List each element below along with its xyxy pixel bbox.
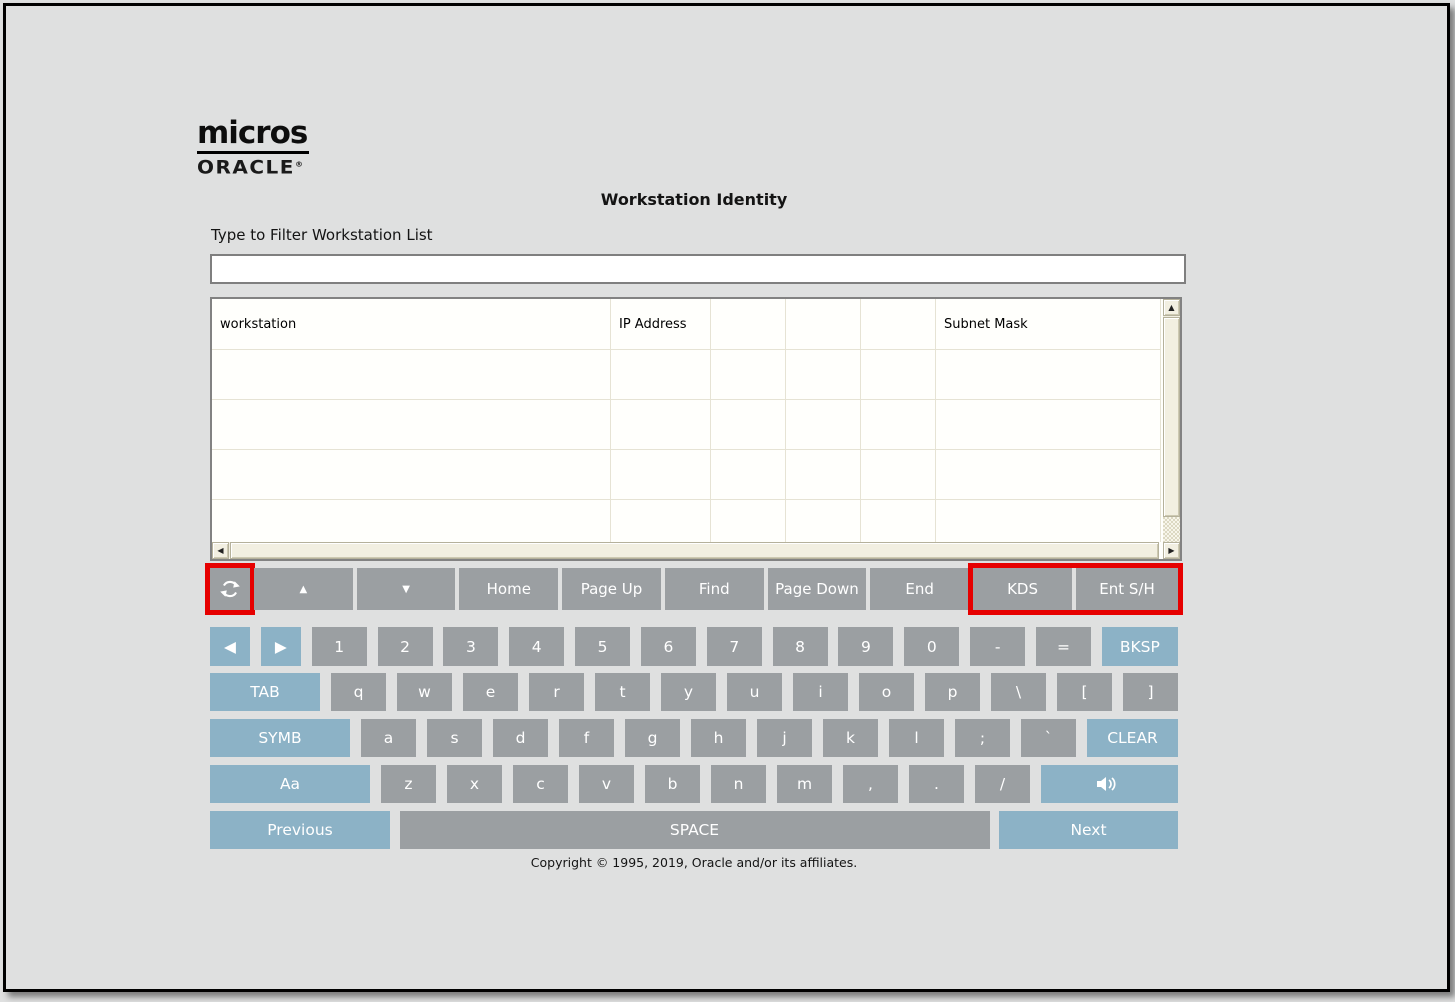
page-down-button[interactable]: Page Down [768, 568, 867, 610]
key-m[interactable]: m [777, 765, 832, 803]
table-cell[interactable] [786, 500, 861, 542]
key-0[interactable]: 0 [904, 627, 959, 666]
column-header-subnet-mask: Subnet Mask [936, 299, 1161, 349]
keyboard-row-2 [210, 673, 1178, 711]
key-6[interactable]: 6 [641, 627, 696, 666]
vertical-scrollbar[interactable] [1163, 299, 1180, 542]
filter-label: Type to Filter Workstation List [211, 226, 433, 244]
table-cell[interactable] [936, 350, 1161, 399]
ent-sh-button[interactable]: Ent S/H [1076, 568, 1178, 610]
table-cell[interactable] [212, 500, 611, 542]
workstation-table-grid[interactable] [212, 299, 1161, 542]
filter-input[interactable] [210, 254, 1186, 284]
page-up-button[interactable]: Page Up [562, 568, 661, 610]
key-backslash[interactable]: \ [991, 673, 1046, 711]
key-space[interactable]: SPACE [400, 811, 990, 849]
keyboard-row-5 [210, 811, 1178, 849]
key-equals[interactable]: = [1036, 627, 1091, 666]
refresh-button[interactable] [210, 568, 250, 610]
table-cell[interactable] [212, 400, 611, 449]
key-j[interactable]: j [757, 719, 812, 757]
table-cell[interactable] [936, 450, 1161, 499]
key-z[interactable]: z [381, 765, 436, 803]
key-speaker[interactable] [1041, 765, 1178, 803]
key-v[interactable]: v [579, 765, 634, 803]
table-cell[interactable] [861, 400, 936, 449]
micros-logo-text: micros [197, 116, 309, 154]
table-header-row [212, 299, 1161, 350]
table-cell[interactable] [611, 400, 711, 449]
key-c[interactable]: c [513, 765, 568, 803]
key-w[interactable]: w [397, 673, 452, 711]
key-h[interactable]: h [691, 719, 746, 757]
end-button[interactable]: End [870, 568, 969, 610]
key-b[interactable]: b [645, 765, 700, 803]
keyboard [210, 627, 1178, 857]
speaker-icon [1096, 775, 1123, 793]
table-cell[interactable] [212, 450, 611, 499]
copyright-text: Copyright © 1995, 2019, Oracle and/or its affiliates. [530, 855, 858, 870]
column-header-blank [786, 299, 861, 349]
previous-button[interactable]: Previous [210, 811, 390, 849]
table-cell[interactable] [786, 350, 861, 399]
refresh-icon [218, 577, 242, 601]
page-title: Workstation Identity [600, 190, 788, 209]
key-7[interactable]: 7 [707, 627, 762, 666]
table-cell[interactable] [786, 450, 861, 499]
table-cell[interactable] [936, 400, 1161, 449]
key-q[interactable]: q [331, 673, 386, 711]
key-x[interactable]: x [447, 765, 502, 803]
workstation-table [210, 297, 1182, 561]
key-9[interactable]: 9 [838, 627, 893, 666]
scroll-down-button[interactable]: ▼ [357, 568, 456, 610]
scrollbar-right-arrow-icon[interactable]: ▶ [1163, 542, 1180, 559]
key-backspace[interactable]: BKSP [1102, 627, 1178, 666]
key-caps[interactable]: Aa [210, 765, 370, 803]
key-a[interactable]: a [361, 719, 416, 757]
column-header-workstation: workstation [212, 299, 611, 349]
key-8[interactable]: 8 [773, 627, 828, 666]
table-cell[interactable] [711, 400, 786, 449]
table-row[interactable] [212, 350, 1161, 400]
key-1[interactable]: 1 [312, 627, 367, 666]
key-r[interactable]: r [529, 673, 584, 711]
scroll-up-button[interactable]: ▲ [254, 568, 353, 610]
key-l[interactable]: l [889, 719, 944, 757]
table-cell[interactable] [936, 500, 1161, 542]
table-row[interactable] [212, 400, 1161, 450]
key-comma[interactable]: , [843, 765, 898, 803]
table-cell[interactable] [861, 350, 936, 399]
key-e[interactable]: e [463, 673, 518, 711]
table-cell[interactable] [786, 400, 861, 449]
key-d[interactable]: d [493, 719, 548, 757]
horizontal-scrollbar-thumb[interactable] [230, 542, 1159, 559]
key-p[interactable]: p [925, 673, 980, 711]
refresh-highlight-box [205, 563, 255, 615]
key-backtick[interactable]: ` [1021, 719, 1076, 757]
table-cell[interactable] [711, 500, 786, 542]
table-cell[interactable] [861, 500, 936, 542]
key-4[interactable]: 4 [509, 627, 564, 666]
key-u[interactable]: u [727, 673, 782, 711]
vertical-scrollbar-thumb[interactable] [1163, 317, 1180, 517]
table-row[interactable] [212, 450, 1161, 500]
find-button[interactable]: Find [665, 568, 764, 610]
column-header-ip-address: IP Address [611, 299, 711, 349]
keyboard-row-1 [210, 627, 1178, 666]
key-slash[interactable]: / [975, 765, 1030, 803]
kds-entsh-highlight-box [968, 563, 1183, 615]
key-f[interactable]: f [559, 719, 614, 757]
key-o[interactable]: o [859, 673, 914, 711]
key-2[interactable]: 2 [378, 627, 433, 666]
key-y[interactable]: y [661, 673, 716, 711]
kds-button[interactable]: KDS [973, 568, 1072, 610]
key-s[interactable]: s [427, 719, 482, 757]
table-cell[interactable] [611, 350, 711, 399]
key-arrow-right[interactable]: ▶ [261, 627, 301, 666]
key-3[interactable]: 3 [443, 627, 498, 666]
key-5[interactable]: 5 [575, 627, 630, 666]
keyboard-row-3 [210, 719, 1178, 757]
next-button[interactable]: Next [999, 811, 1178, 849]
oracle-logo-text: ORACLE® [197, 156, 303, 179]
key-tab[interactable]: TAB [210, 673, 320, 711]
column-header-blank [861, 299, 936, 349]
key-n[interactable]: n [711, 765, 766, 803]
table-cell[interactable] [711, 450, 786, 499]
table-cell[interactable] [711, 350, 786, 399]
registered-mark: ® [294, 160, 303, 169]
key-clear[interactable]: CLEAR [1087, 719, 1178, 757]
key-k[interactable]: k [823, 719, 878, 757]
scrollbar-up-arrow-icon[interactable]: ▲ [1163, 299, 1180, 316]
home-button[interactable]: Home [459, 568, 558, 610]
key-symb[interactable]: SYMB [210, 719, 350, 757]
table-cell[interactable] [212, 350, 611, 399]
key-t[interactable]: t [595, 673, 650, 711]
scrollbar-left-arrow-icon[interactable]: ◀ [212, 542, 229, 559]
vertical-scrollbar-track[interactable] [1163, 517, 1180, 542]
micros-oracle-logo [197, 116, 309, 180]
table-row[interactable] [212, 500, 1161, 542]
keyboard-row-4 [210, 765, 1178, 803]
table-cell[interactable] [611, 500, 711, 542]
table-cell[interactable] [861, 450, 936, 499]
key-dash[interactable]: - [970, 627, 1025, 666]
key-bracket-left[interactable]: [ [1057, 673, 1112, 711]
key-i[interactable]: i [793, 673, 848, 711]
key-arrow-left[interactable]: ◀ [210, 627, 250, 666]
nav-button-row [210, 568, 1178, 610]
key-bracket-right[interactable]: ] [1123, 673, 1178, 711]
key-g[interactable]: g [625, 719, 680, 757]
table-cell[interactable] [611, 450, 711, 499]
column-header-blank [711, 299, 786, 349]
horizontal-scrollbar[interactable] [212, 542, 1159, 559]
key-semicolon[interactable]: ; [955, 719, 1010, 757]
key-period[interactable]: . [909, 765, 964, 803]
